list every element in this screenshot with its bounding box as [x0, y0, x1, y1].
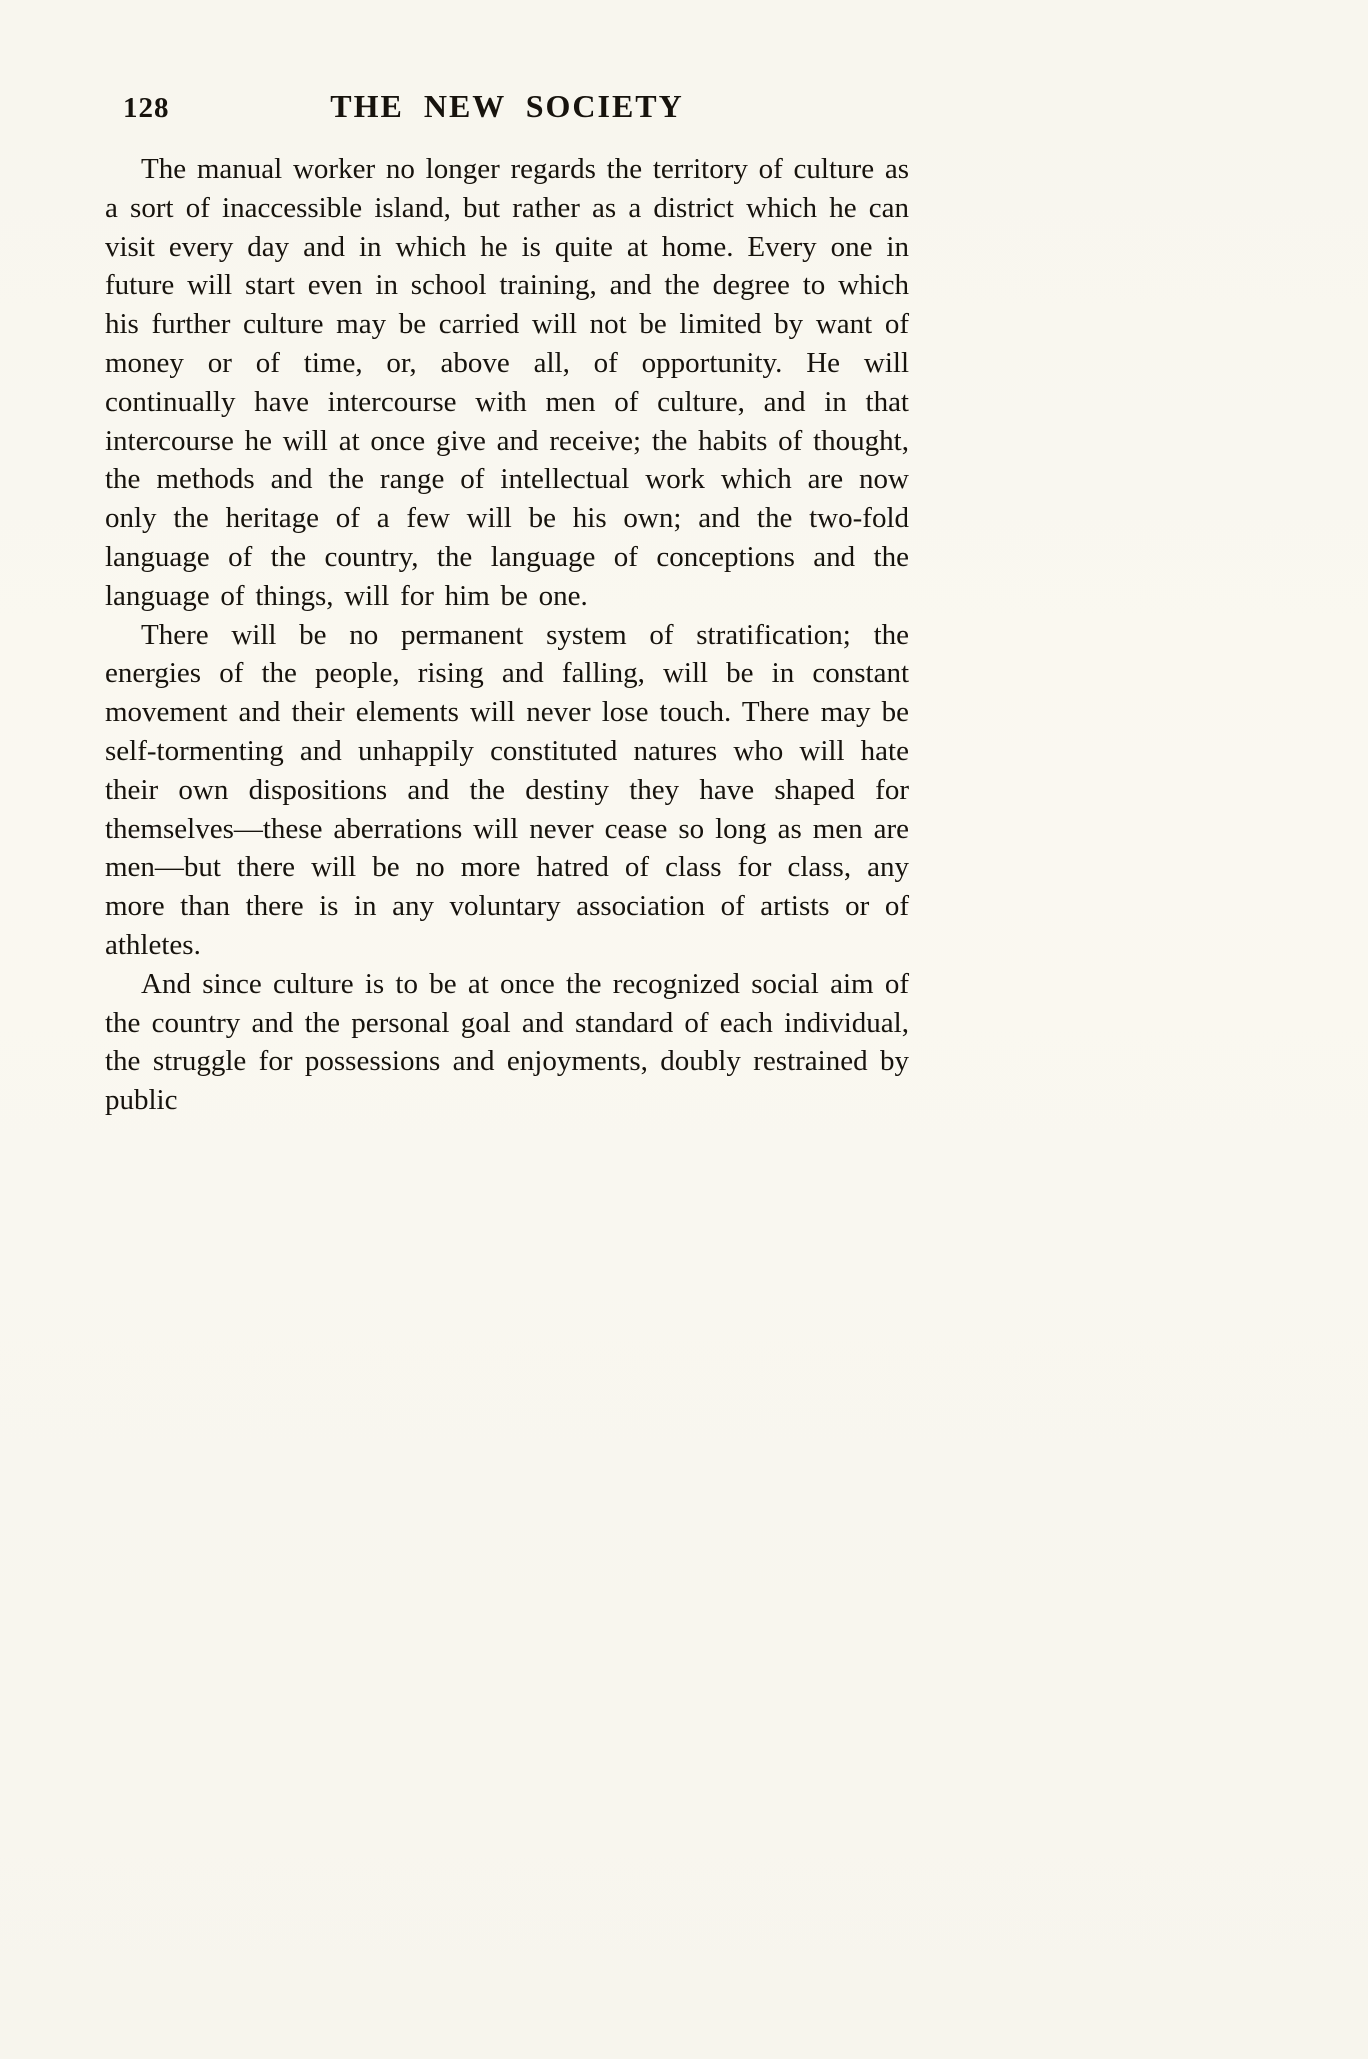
paragraph-1: The manual worker no longer regards the territory of culture as a sort of inaccessible island, but rather as a district which he can visit every day and in which he is quite at home. Every one in future will start even in school training, and the degree to which his further culture may be carried will not be limited by want of money or of time, or, above all, of opportunity. He will continually have intercourse with men of culture, and in that intercourse he will at once give and receive; the habits of thought, the methods and the range of intellectual work which are now only the heritage of a few will be his own; and the two-fold language of the country, the language of conceptions and the language of things, will for him be one.: [105, 153, 909, 612]
paragraph-3: And since culture is to be at once the recognized social aim of the country and the personal goal and standard of each individual, the struggle for possessions and enjoyments, doubly restrained by public: [105, 967, 909, 1117]
running-head-title: THE NEW SOCIETY: [330, 88, 684, 124]
page-number: 128: [123, 92, 170, 124]
paragraph-2: There will be no permanent system of stratification; the energies of the people, rising and falling, will be in constant movement and their elements will never lose touch. There may be self-tormenting and unhappily constituted natures who will hate their own dispositions and the destiny they have shaped for themselves—these aberrations will never cease so long as men are men—but there will be no more hatred of class for class, any more than there is in any voluntary association of artists or of athletes.: [105, 618, 909, 961]
page-header: [105, 88, 909, 132]
body-text-block: [105, 150, 909, 1120]
